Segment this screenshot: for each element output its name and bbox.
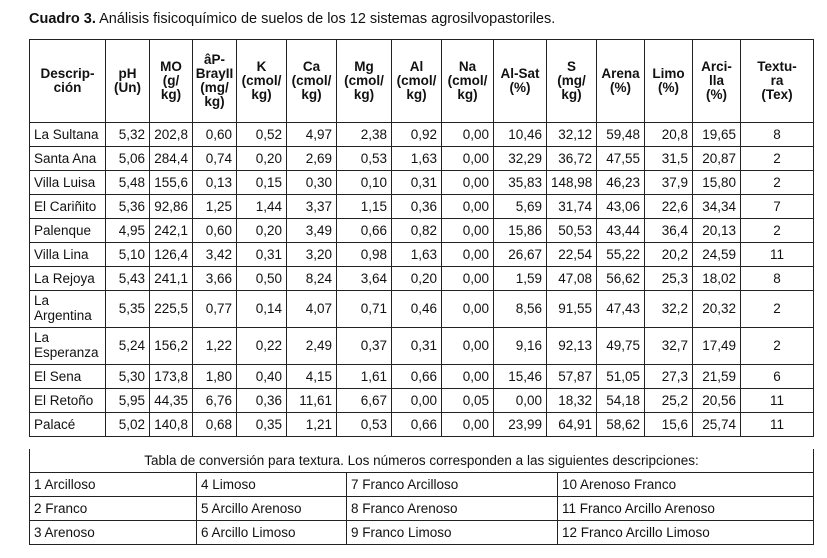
- table-cell: 2,38: [337, 123, 392, 147]
- table-cell: 9,16: [494, 328, 547, 365]
- column-header-line: (Un): [114, 80, 141, 95]
- column-header-line: (%): [706, 87, 727, 102]
- table-cell: 6,67: [337, 389, 392, 413]
- table-cell: 0,00: [442, 171, 494, 195]
- table-cell: 55,22: [597, 243, 645, 267]
- system-name-cell: La Argentina: [30, 291, 106, 328]
- table-cell: 64,91: [547, 413, 597, 437]
- table-row: [30, 243, 814, 267]
- table-cell: 0,82: [392, 219, 442, 243]
- table-cell: 5,30: [106, 365, 150, 389]
- conversion-cell: 12 Franco Arcillo Limoso: [558, 521, 814, 545]
- table-cell: 0,13: [193, 171, 237, 195]
- table-cell: 173,8: [150, 365, 193, 389]
- table-cell: 10,46: [494, 123, 547, 147]
- table-cell: 0,53: [337, 147, 392, 171]
- column-header-line: BrayII: [195, 66, 234, 81]
- table-cell: 92,13: [547, 328, 597, 365]
- column-header-line: MO: [160, 59, 182, 74]
- table-cell: 8: [741, 123, 814, 147]
- table-cell: 20,56: [693, 389, 741, 413]
- table-cell: 126,4: [150, 243, 193, 267]
- table-caption: [29, 11, 555, 27]
- table-cell: 155,6: [150, 171, 193, 195]
- table-cell: 241,1: [150, 267, 193, 291]
- table-cell: 18,02: [693, 267, 741, 291]
- conversion-cell: 7 Franco Arcilloso: [347, 473, 558, 497]
- column-header: [106, 40, 150, 123]
- table-cell: 2: [741, 147, 814, 171]
- table-cell: 1,59: [494, 267, 547, 291]
- table-cell: 5,24: [106, 328, 150, 365]
- conversion-cell: 11 Franco Arcillo Arenoso: [558, 497, 814, 521]
- table-cell: 1,61: [337, 365, 392, 389]
- table-cell: 0,66: [392, 413, 442, 437]
- table-cell: 20,2: [645, 243, 693, 267]
- table-cell: 0,20: [237, 147, 287, 171]
- column-header-line: K: [256, 59, 267, 74]
- column-header-line: Textu-: [757, 59, 797, 74]
- table-cell: 1,80: [193, 365, 237, 389]
- table-cell: 18,32: [547, 389, 597, 413]
- table-cell: 284,4: [150, 147, 193, 171]
- system-name-cell: La Rejoya: [30, 267, 106, 291]
- table-cell: 20,13: [693, 219, 741, 243]
- table-cell: 6: [741, 365, 814, 389]
- table-cell: 2: [741, 219, 814, 243]
- table-cell: 58,62: [597, 413, 645, 437]
- table-cell: 54,18: [597, 389, 645, 413]
- table-row: [30, 389, 814, 413]
- table-cell: 0,98: [337, 243, 392, 267]
- conversion-cell: 1 Arcilloso: [30, 473, 197, 497]
- table-cell: 17,49: [693, 328, 741, 365]
- table-cell: 0,00: [442, 195, 494, 219]
- column-header-line: Na: [458, 59, 477, 74]
- table-cell: 3,64: [337, 267, 392, 291]
- column-header-line: (g/: [162, 73, 180, 88]
- column-header-line: (cmol/: [344, 73, 384, 88]
- column-header: [547, 40, 597, 123]
- column-header-line: âP-: [203, 52, 225, 67]
- table-cell: 0,66: [337, 219, 392, 243]
- table-cell: 140,8: [150, 413, 193, 437]
- table-cell: 0,92: [392, 123, 442, 147]
- table-cell: 43,44: [597, 219, 645, 243]
- table-cell: 23,99: [494, 413, 547, 437]
- table-cell: 15,46: [494, 365, 547, 389]
- column-header-line: (%): [509, 80, 531, 95]
- conversion-cell: 2 Franco: [30, 497, 197, 521]
- table-cell: 0,31: [237, 243, 287, 267]
- column-header: [645, 40, 693, 123]
- conversion-title: Tabla de conversión para textura. Los números corresponden a las siguientes descripciones:: [30, 449, 814, 473]
- column-header: [597, 40, 645, 123]
- table-cell: 0,40: [237, 365, 287, 389]
- table-row: [30, 123, 814, 147]
- table-cell: 47,55: [597, 147, 645, 171]
- table-cell: 91,55: [547, 291, 597, 328]
- column-header-line: (mg/: [557, 73, 586, 88]
- table-cell: 0,00: [442, 291, 494, 328]
- column-header: [337, 40, 392, 123]
- conversion-row: [30, 473, 814, 497]
- table-cell: 4,95: [106, 219, 150, 243]
- table-cell: 0,20: [237, 219, 287, 243]
- table-cell: 4,07: [287, 291, 337, 328]
- table-cell: 0,14: [237, 291, 287, 328]
- conversion-cell: 5 Arcillo Arenoso: [197, 497, 347, 521]
- table-cell: 4,97: [287, 123, 337, 147]
- table-cell: 0,36: [392, 195, 442, 219]
- column-header-line: (cmol/: [241, 73, 282, 88]
- table-cell: 0,52: [237, 123, 287, 147]
- table-cell: 5,43: [106, 267, 150, 291]
- table-cell: 57,87: [547, 365, 597, 389]
- system-name-cell: El Sena: [30, 365, 106, 389]
- table-cell: 1,15: [337, 195, 392, 219]
- column-header-line: ción: [53, 80, 82, 95]
- table-cell: 50,53: [547, 219, 597, 243]
- conversion-cell: 8 Franco Arenoso: [347, 497, 558, 521]
- table-cell: 34,34: [693, 195, 741, 219]
- table-cell: 0,31: [392, 171, 442, 195]
- table-cell: 32,7: [645, 328, 693, 365]
- column-header-line: S: [566, 59, 576, 74]
- column-header: [237, 40, 287, 123]
- table-cell: 32,2: [645, 291, 693, 328]
- table-cell: 0,05: [442, 389, 494, 413]
- table-cell: 51,05: [597, 365, 645, 389]
- table-cell: 0,66: [392, 365, 442, 389]
- table-cell: 6,76: [193, 389, 237, 413]
- table-cell: 25,74: [693, 413, 741, 437]
- table-cell: 2,49: [287, 328, 337, 365]
- table-cell: 36,72: [547, 147, 597, 171]
- table-cell: 35,83: [494, 171, 547, 195]
- column-header-line: lla: [708, 73, 724, 88]
- column-header: [287, 40, 337, 123]
- column-header: [693, 40, 741, 123]
- table-cell: 0,50: [237, 267, 287, 291]
- table-cell: 0,00: [442, 219, 494, 243]
- table-cell: 59,48: [597, 123, 645, 147]
- table-cell: 0,46: [392, 291, 442, 328]
- column-header-line: (mg/: [200, 80, 229, 95]
- column-header: [494, 40, 547, 123]
- column-header-line: Arena: [601, 66, 640, 81]
- table-cell: 0,00: [494, 389, 547, 413]
- column-header-line: Limo: [652, 66, 685, 81]
- table-row: [30, 171, 814, 195]
- table-cell: 31,74: [547, 195, 597, 219]
- conversion-cell: 9 Franco Limoso: [347, 521, 558, 545]
- table-cell: 24,59: [693, 243, 741, 267]
- system-name-cell: La Sultana: [30, 123, 106, 147]
- table-cell: 0,00: [442, 123, 494, 147]
- table-cell: 11: [741, 243, 814, 267]
- column-header-line: Al-Sat: [500, 66, 540, 81]
- column-header-line: Arci-: [701, 59, 732, 74]
- column-header-line: kg): [353, 87, 375, 102]
- table-cell: 0,60: [193, 219, 237, 243]
- table-cell: 0,71: [337, 291, 392, 328]
- table-cell: 37,9: [645, 171, 693, 195]
- table-cell: 0,68: [193, 413, 237, 437]
- table-cell: 0,31: [392, 328, 442, 365]
- column-header-line: (%): [658, 80, 679, 95]
- column-header-line: kg): [457, 87, 478, 102]
- table-row: [30, 147, 814, 171]
- column-header-line: Descrip-: [40, 66, 95, 81]
- table-cell: 92,86: [150, 195, 193, 219]
- table-row: [30, 291, 814, 328]
- column-header-line: Mg: [354, 59, 374, 74]
- table-cell: 19,65: [693, 123, 741, 147]
- table-cell: 15,6: [645, 413, 693, 437]
- table-cell: 0,00: [442, 413, 494, 437]
- table-cell: 20,87: [693, 147, 741, 171]
- column-header-line: kg): [204, 94, 225, 109]
- table-cell: 1,22: [193, 328, 237, 365]
- column-header: [193, 40, 237, 123]
- soil-analysis-table: [29, 39, 814, 437]
- table-cell: 0,77: [193, 291, 237, 328]
- table-cell: 3,20: [287, 243, 337, 267]
- conversion-cell: 4 Limoso: [197, 473, 347, 497]
- table-cell: 0,36: [237, 389, 287, 413]
- table-cell: 242,1: [150, 219, 193, 243]
- table-cell: 22,6: [645, 195, 693, 219]
- table-cell: 44,35: [150, 389, 193, 413]
- table-cell: 36,4: [645, 219, 693, 243]
- table-cell: 0,00: [442, 328, 494, 365]
- table-cell: 3,37: [287, 195, 337, 219]
- table-cell: 32,29: [494, 147, 547, 171]
- header-row: [30, 40, 814, 123]
- table-row: [30, 219, 814, 243]
- table-row: [30, 413, 814, 437]
- table-cell: 1,21: [287, 413, 337, 437]
- table-cell: 0,74: [193, 147, 237, 171]
- table-cell: 8,56: [494, 291, 547, 328]
- column-header-line: kg): [561, 87, 582, 102]
- table-cell: 5,36: [106, 195, 150, 219]
- table-cell: 0,10: [337, 171, 392, 195]
- column-header: [392, 40, 442, 123]
- table-cell: 0,00: [442, 267, 494, 291]
- table-row: [30, 267, 814, 291]
- table-cell: 3,49: [287, 219, 337, 243]
- column-header-line: Ca: [302, 59, 321, 74]
- column-header-line: (cmol/: [447, 73, 488, 88]
- table-cell: 156,2: [150, 328, 193, 365]
- table-cell: 8,24: [287, 267, 337, 291]
- column-header: [150, 40, 193, 123]
- table-cell: 1,63: [392, 147, 442, 171]
- table-row: [30, 195, 814, 219]
- table-cell: 0,00: [392, 389, 442, 413]
- table-cell: 56,62: [597, 267, 645, 291]
- table-cell: 0,22: [237, 328, 287, 365]
- table-row: [30, 328, 814, 365]
- table-cell: 15,86: [494, 219, 547, 243]
- table-cell: 22,54: [547, 243, 597, 267]
- table-cell: 0,00: [442, 147, 494, 171]
- table-cell: 0,00: [442, 243, 494, 267]
- system-name-cell: Palenque: [30, 219, 106, 243]
- table-cell: 5,10: [106, 243, 150, 267]
- table-cell: 1,25: [193, 195, 237, 219]
- table-cell: 2: [741, 328, 814, 365]
- table-cell: 49,75: [597, 328, 645, 365]
- column-header-line: kg): [251, 87, 272, 102]
- table-cell: 1,63: [392, 243, 442, 267]
- table-cell: 25,3: [645, 267, 693, 291]
- conversion-cell: 3 Arenoso: [30, 521, 197, 545]
- table-cell: 0,30: [287, 171, 337, 195]
- table-cell: 5,02: [106, 413, 150, 437]
- table-cell: 15,80: [693, 171, 741, 195]
- table-cell: 0,20: [392, 267, 442, 291]
- table-cell: 202,8: [150, 123, 193, 147]
- texture-conversion-table: [29, 449, 814, 545]
- table-cell: 2: [741, 171, 814, 195]
- table-cell: 225,5: [150, 291, 193, 328]
- system-name-cell: El Cariñito: [30, 195, 106, 219]
- table-cell: 5,35: [106, 291, 150, 328]
- system-name-cell: La Esperanza: [30, 328, 106, 365]
- table-cell: 3,66: [193, 267, 237, 291]
- system-name-cell: Palacé: [30, 413, 106, 437]
- table-cell: 2,69: [287, 147, 337, 171]
- table-cell: 25,2: [645, 389, 693, 413]
- column-header-line: pH: [118, 66, 137, 81]
- conversion-row: [30, 521, 814, 545]
- table-cell: 1,44: [237, 195, 287, 219]
- table-cell: 47,43: [597, 291, 645, 328]
- conversion-cell: 6 Arcillo Limoso: [197, 521, 347, 545]
- caption-text: Análisis fisicoquímico de suelos de los 12 sistemas agrosilvopastoriles.: [99, 11, 556, 27]
- table-cell: 3,42: [193, 243, 237, 267]
- table-cell: 5,69: [494, 195, 547, 219]
- table-cell: 2: [741, 291, 814, 328]
- column-header: [741, 40, 814, 123]
- table-cell: 8: [741, 267, 814, 291]
- column-header-line: (cmol/: [291, 73, 332, 88]
- table-cell: 27,3: [645, 365, 693, 389]
- system-name-cell: Villa Luisa: [30, 171, 106, 195]
- column-header-line: (Tex): [761, 87, 793, 102]
- table-cell: 4,15: [287, 365, 337, 389]
- caption-label: Cuadro 3.: [29, 11, 96, 27]
- column-header-line: kg): [406, 87, 427, 102]
- column-header: [30, 40, 106, 123]
- table-cell: 31,5: [645, 147, 693, 171]
- conversion-row: [30, 497, 814, 521]
- column-header-line: Al: [409, 59, 424, 74]
- table-cell: 11: [741, 413, 814, 437]
- system-name-cell: El Retoño: [30, 389, 106, 413]
- table-cell: 47,08: [547, 267, 597, 291]
- conversion-cell: 10 Arenoso Franco: [558, 473, 814, 497]
- table-cell: 43,06: [597, 195, 645, 219]
- column-header: [442, 40, 494, 123]
- system-name-cell: Villa Lina: [30, 243, 106, 267]
- table-cell: 11: [741, 389, 814, 413]
- table-cell: 26,67: [494, 243, 547, 267]
- table-cell: 0,37: [337, 328, 392, 365]
- table-cell: 7: [741, 195, 814, 219]
- column-header-line: kg): [301, 87, 322, 102]
- table-cell: 46,23: [597, 171, 645, 195]
- table-cell: 148,98: [547, 171, 597, 195]
- table-cell: 5,32: [106, 123, 150, 147]
- column-header-line: (cmol/: [396, 73, 437, 88]
- column-header-line: kg): [160, 87, 182, 102]
- table-cell: 20,32: [693, 291, 741, 328]
- column-header-line: ra: [770, 73, 784, 88]
- table-cell: 5,48: [106, 171, 150, 195]
- table-cell: 0,60: [193, 123, 237, 147]
- table-row: [30, 365, 814, 389]
- table-cell: 0,00: [442, 365, 494, 389]
- table-cell: 0,53: [337, 413, 392, 437]
- column-header-line: (%): [610, 80, 631, 95]
- table-cell: 5,95: [106, 389, 150, 413]
- table-cell: 32,12: [547, 123, 597, 147]
- table-cell: 5,06: [106, 147, 150, 171]
- table-cell: 21,59: [693, 365, 741, 389]
- system-name-cell: Santa Ana: [30, 147, 106, 171]
- conversion-title-row: [30, 449, 814, 473]
- table-cell: 20,8: [645, 123, 693, 147]
- table-cell: 11,61: [287, 389, 337, 413]
- table-cell: 0,35: [237, 413, 287, 437]
- table-cell: 0,15: [237, 171, 287, 195]
